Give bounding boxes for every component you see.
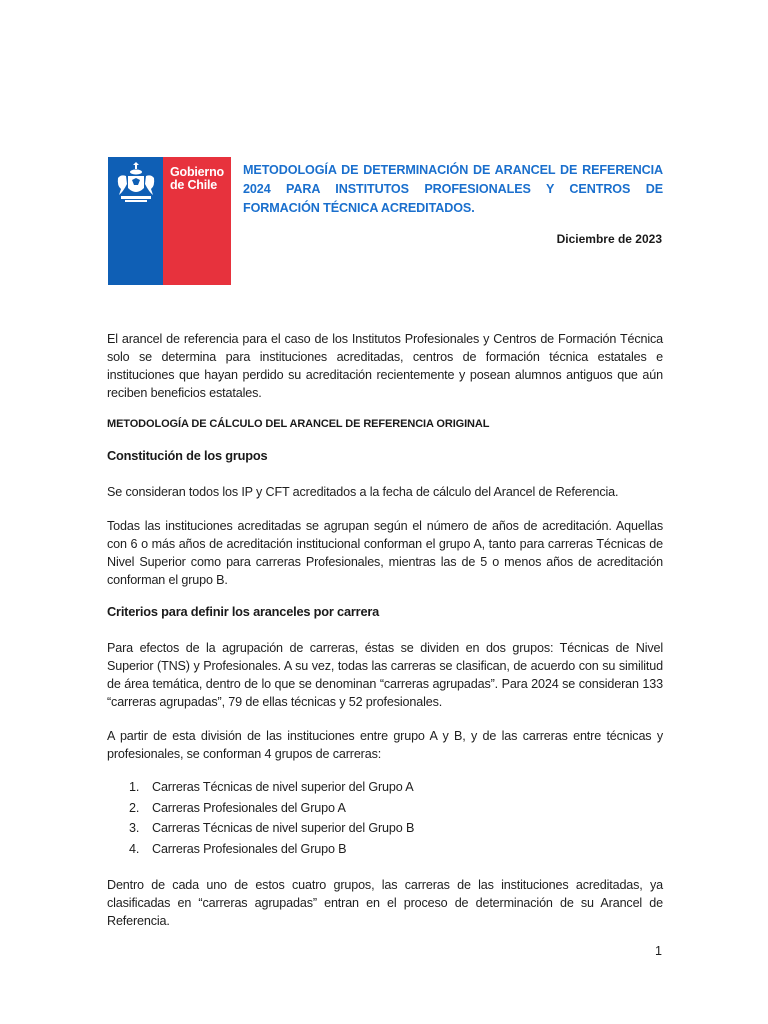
coat-of-arms-icon [113,162,159,208]
gobierno-de-chile-logo [108,157,231,285]
logo-text-line1: Gobierno [170,165,224,179]
list-item-number: 2. [129,800,140,815]
paragraph-2: Todas las instituciones acreditadas se agrupan según el número de años de acreditación. Aquellas con 6 o más años de acreditación institucional conforman el grupo A, tanto para carreras Técnicas de Nivel Superior como para carreras Profesionales, mientras las de 5 o menos años de acreditación conforman el grupo B. [107,519,663,587]
intro-paragraph: El arancel de referencia para el caso de los Institutos Profesionales y Centros de Formación Técnica solo se determina para instituciones acreditadas, centros de formación técnica estatales e instituciones que hayan perdido su acreditación recientemente y posean alumnos antiguos que aún reciben beneficios estatales. [107,332,663,400]
subheading-criterios: Criterios para definir los aranceles por carrera [107,604,380,619]
list-item [107,799,647,820]
paragraph-1: Se consideran todos los IP y CFT acreditados a la fecha de cálculo del Arancel de Referencia. [107,485,619,499]
groups-list [107,778,647,860]
paragraph-5: Dentro de cada uno de estos cuatro grupos, las carreras de las instituciones acreditadas, ya clasificadas en “carreras agrupadas” entran en el proceso de determinación de su Arancel de Referencia. [107,878,663,928]
logo-blue-panel [108,157,163,285]
list-item-number: 1. [129,780,140,794]
list-item-text: Carreras Técnicas de nivel superior del Grupo B [152,821,415,835]
section-heading: METODOLOGÍA DE CÁLCULO DEL ARANCEL DE REFERENCIA ORIGINAL [107,418,490,430]
list-item-number: 3. [129,821,140,835]
list-item-text: Carreras Técnicas de nivel superior del Grupo A [152,780,414,794]
list-item [107,778,647,799]
list-item-number: 4. [129,841,140,856]
logo-text-line2: de Chile [170,178,218,192]
subheading-constitucion: Constitución de los grupos [107,448,268,463]
list-item-text: Carreras Profesionales del Grupo A [152,800,346,815]
paragraph-4: A partir de esta división de las instituciones entre grupo A y B, y de las carreras entre técnicas y profesionales, se conforman 4 grupos de carreras: [107,729,663,761]
list-item-text: Carreras Profesionales del Grupo B [152,841,347,856]
document-title: METODOLOGÍA DE DETERMINACIÓN DE ARANCEL DE REFERENCIA 2024 PARA INSTITUTOS PROFESIONALES Y CENTROS DE FORMACIÓN TÉCNICA ACREDITADOS. [243,163,663,215]
document-date: Diciembre de 2023 [556,232,662,246]
page-number: 1 [654,944,662,958]
list-item [107,819,647,840]
paragraph-3: Para efectos de la agrupación de carreras, éstas se dividen en dos grupos: Técnicas de Nivel Superior (TNS) y Profesionales. A su vez, todas las carreras se clasifican, de acuerdo con su similitud de área temática, dentro de lo que se denominan “carreras agrupadas”. Para 2024 se consideran 133 “carreras agrupadas”, 79 de ellas técnicas y 52 profesionales. [107,641,663,709]
list-item [107,840,647,861]
